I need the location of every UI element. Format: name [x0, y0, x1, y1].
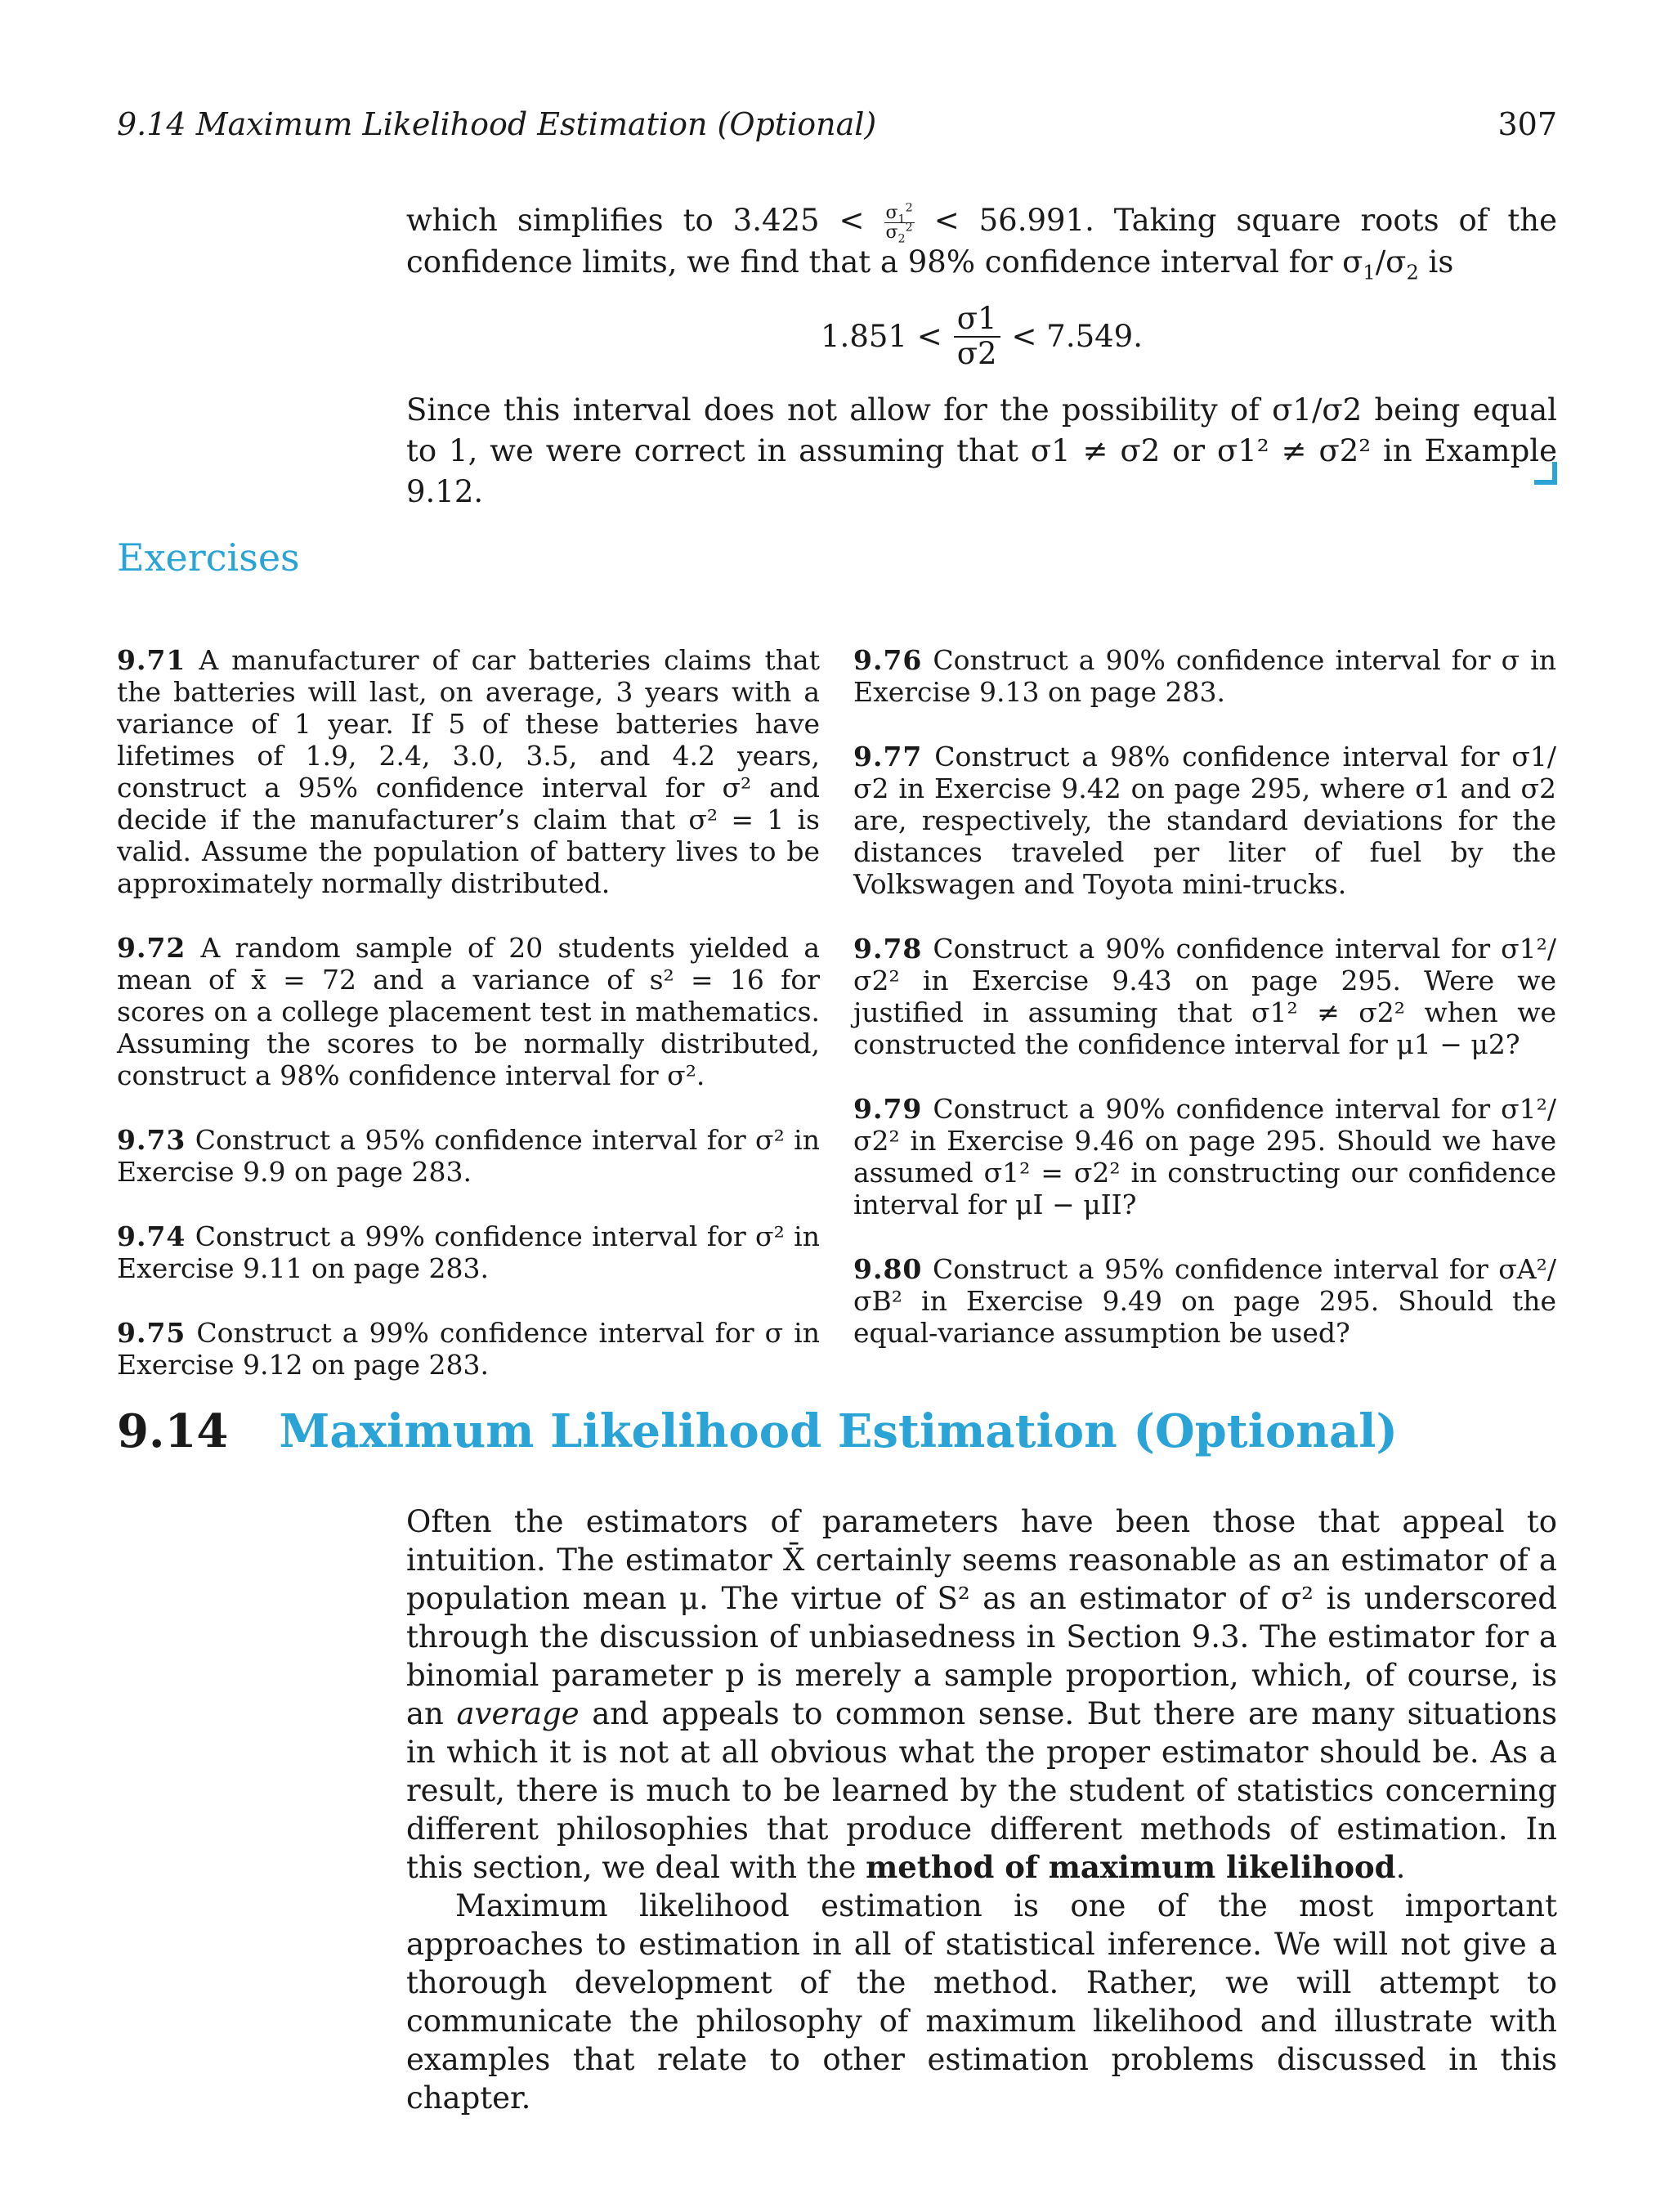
exercise-number: 9.74 — [117, 1220, 186, 1252]
sigma-ratio-fraction — [954, 302, 1000, 370]
exercise-text: Construct a 90% confidence interval for σ1²/σ2² in Exercise 9.43 on page 295. Were we justified in assuming that σ1² ≠ σ2² when we constructed the confidence interval for μ1 − μ2? — [853, 933, 1556, 1060]
exercise-number: 9.75 — [117, 1317, 186, 1349]
conclusion-paragraph — [406, 390, 1557, 513]
cont-text-c: /σ — [1375, 244, 1407, 280]
exercise-item — [117, 1124, 820, 1188]
exercises-left-column — [117, 644, 820, 1413]
body-paragraph-2: Maximum likelihood estimation is one of the most important approaches to estimation in all of statistical inference. We will not give a thorough development of the method. Rather, we will attempt to communicate the philosophy of maximum likelihood and illustrate with examples that relate to other estimation problems discussed in this chapter. — [406, 1888, 1557, 2116]
exercise-number: 9.79 — [853, 1093, 923, 1125]
conclusion-text: Since this interval does not allow for the possibility of σ1/σ2 being equal to 1, we were correct in assuming that σ1 ≠ σ2 or σ1² ≠ σ2² in Example 9.12. — [406, 392, 1557, 510]
exercise-item — [117, 932, 820, 1091]
exercise-item — [117, 1317, 820, 1381]
exercise-text: Construct a 99% confidence interval for σ² in Exercise 9.11 on page 283. — [117, 1220, 820, 1284]
variance-ratio-fraction: $\frac{\sigma_1^2}{\sigma_2^2}$ — [885, 201, 913, 246]
exercise-number: 9.78 — [853, 933, 923, 965]
exercise-item — [853, 1253, 1556, 1349]
exercise-text: Construct a 98% confidence interval for σ1/σ2 in Exercise 9.42 on page 295, where σ1 and σ2 are, respectively, the standard deviations for the distances traveled per liter of fuel by the Volkswagen and Toyota mini-trucks. — [853, 741, 1556, 900]
cont-text-b: < 56.991. Taking square roots of the confidence limits, we find that a 98% confidence interval for σ — [406, 203, 1558, 280]
exercises-heading: Exercises — [117, 535, 300, 580]
exercise-number: 9.71 — [117, 644, 186, 676]
exercise-number: 9.80 — [853, 1253, 923, 1285]
exercise-text: Construct a 95% confidence interval for σ² in Exercise 9.9 on page 283. — [117, 1124, 820, 1188]
exercise-item — [117, 644, 820, 899]
exercise-number: 9.76 — [853, 644, 923, 676]
exercise-item — [117, 1220, 820, 1284]
page-number: 307 — [1497, 106, 1557, 142]
section-body — [406, 1502, 1557, 2117]
exercises-right-column — [853, 644, 1556, 1381]
exercise-text: Construct a 95% confidence interval for σA²/σB² in Exercise 9.49 on page 295. Should the equal-variance assumption be used? — [853, 1253, 1556, 1349]
cont-text-a: which simplifies to 3.425 < — [406, 203, 865, 238]
exercise-text: Construct a 90% confidence interval for σ1²/σ2² in Exercise 9.46 on page 295. Should we have assumed σ1² = σ2² in constructing our confidence interval for μI − μII? — [853, 1093, 1556, 1220]
section-heading — [117, 1404, 1398, 1458]
display-equation — [406, 302, 1557, 370]
cont-text-d: is — [1418, 244, 1454, 280]
end-of-example-icon — [1534, 462, 1557, 485]
fraction-denominator: σ2 — [956, 335, 997, 371]
continuation-text — [406, 200, 1557, 513]
p1-bold-term: method of maximum likelihood — [866, 1849, 1396, 1885]
exercise-number: 9.72 — [117, 932, 186, 964]
p1-italic-average: average — [456, 1696, 580, 1731]
p1-text-b: and appeals to common sense. But there are many situations in which it is not at all obvious what the proper estimator should be. As a result, there is much to be learned by the student of statistics concerning different philosophies that produce different methods of estimation. In this section, we deal with the — [406, 1696, 1557, 1885]
running-title: 9.14 Maximum Likelihood Estimation (Optional) — [117, 106, 877, 142]
exercise-item — [853, 644, 1556, 708]
section-number: 9.14 — [117, 1404, 229, 1458]
continuation-line: which simplifies to 3.425 < $\frac{\sigma_1^2}{\sigma_2^2}$ < 56.991. Taking square roots of the confidence limits, we find that a 98% confidence interval for $\sigma_1/\sigma_2$ is — [406, 201, 1558, 284]
exercise-number: 9.77 — [853, 741, 923, 772]
p1-text-c: . — [1395, 1850, 1406, 1885]
exercise-text: Construct a 99% confidence interval for σ in Exercise 9.12 on page 283. — [117, 1317, 820, 1381]
exercise-item — [853, 933, 1556, 1060]
fraction-numerator: σ1 — [954, 302, 1000, 338]
section-title: Maximum Likelihood Estimation (Optional) — [279, 1404, 1399, 1458]
exercise-text: A random sample of 20 students yielded a mean of x̄ = 72 and a variance of s² = 16 for scores on a college placement test in mathematics. Assuming the scores to be normally distributed, construct a 98% confidence interval for σ². — [117, 932, 820, 1091]
exercise-text: A manufacturer of car batteries claims that the batteries will last, on average, 3 years with a variance of 1 year. If 5 of these batteries have lifetimes of 1.9, 2.4, 3.0, 3.5, and 4.2 years, construct a 95% confidence interval for σ² and decide if the manufacturer’s claim that σ² = 1 is valid. Assume the population of battery lives to be approximately normally distributed. — [117, 644, 820, 899]
running-header — [117, 106, 1557, 142]
display-left: 1.851 < — [821, 318, 942, 354]
exercise-text: Construct a 90% confidence interval for σ in Exercise 9.13 on page 283. — [853, 644, 1556, 708]
p1-text-a: Often the estimators of parameters have been those that appeal to intuition. The estimator X̄ certainly seems reasonable as an estimator of a population mean μ. The virtue of S² as an estimator of σ² is underscored through the discussion of unbiasedness in Section 9.3. The estimator for a binomial parameter p is merely a sample proportion, which, of course, is an — [406, 1504, 1557, 1731]
exercise-item — [853, 741, 1556, 900]
display-right: < 7.549. — [1011, 318, 1143, 354]
exercise-item — [853, 1093, 1556, 1220]
exercise-number: 9.73 — [117, 1124, 186, 1156]
body-paragraph-1 — [406, 1502, 1557, 1887]
